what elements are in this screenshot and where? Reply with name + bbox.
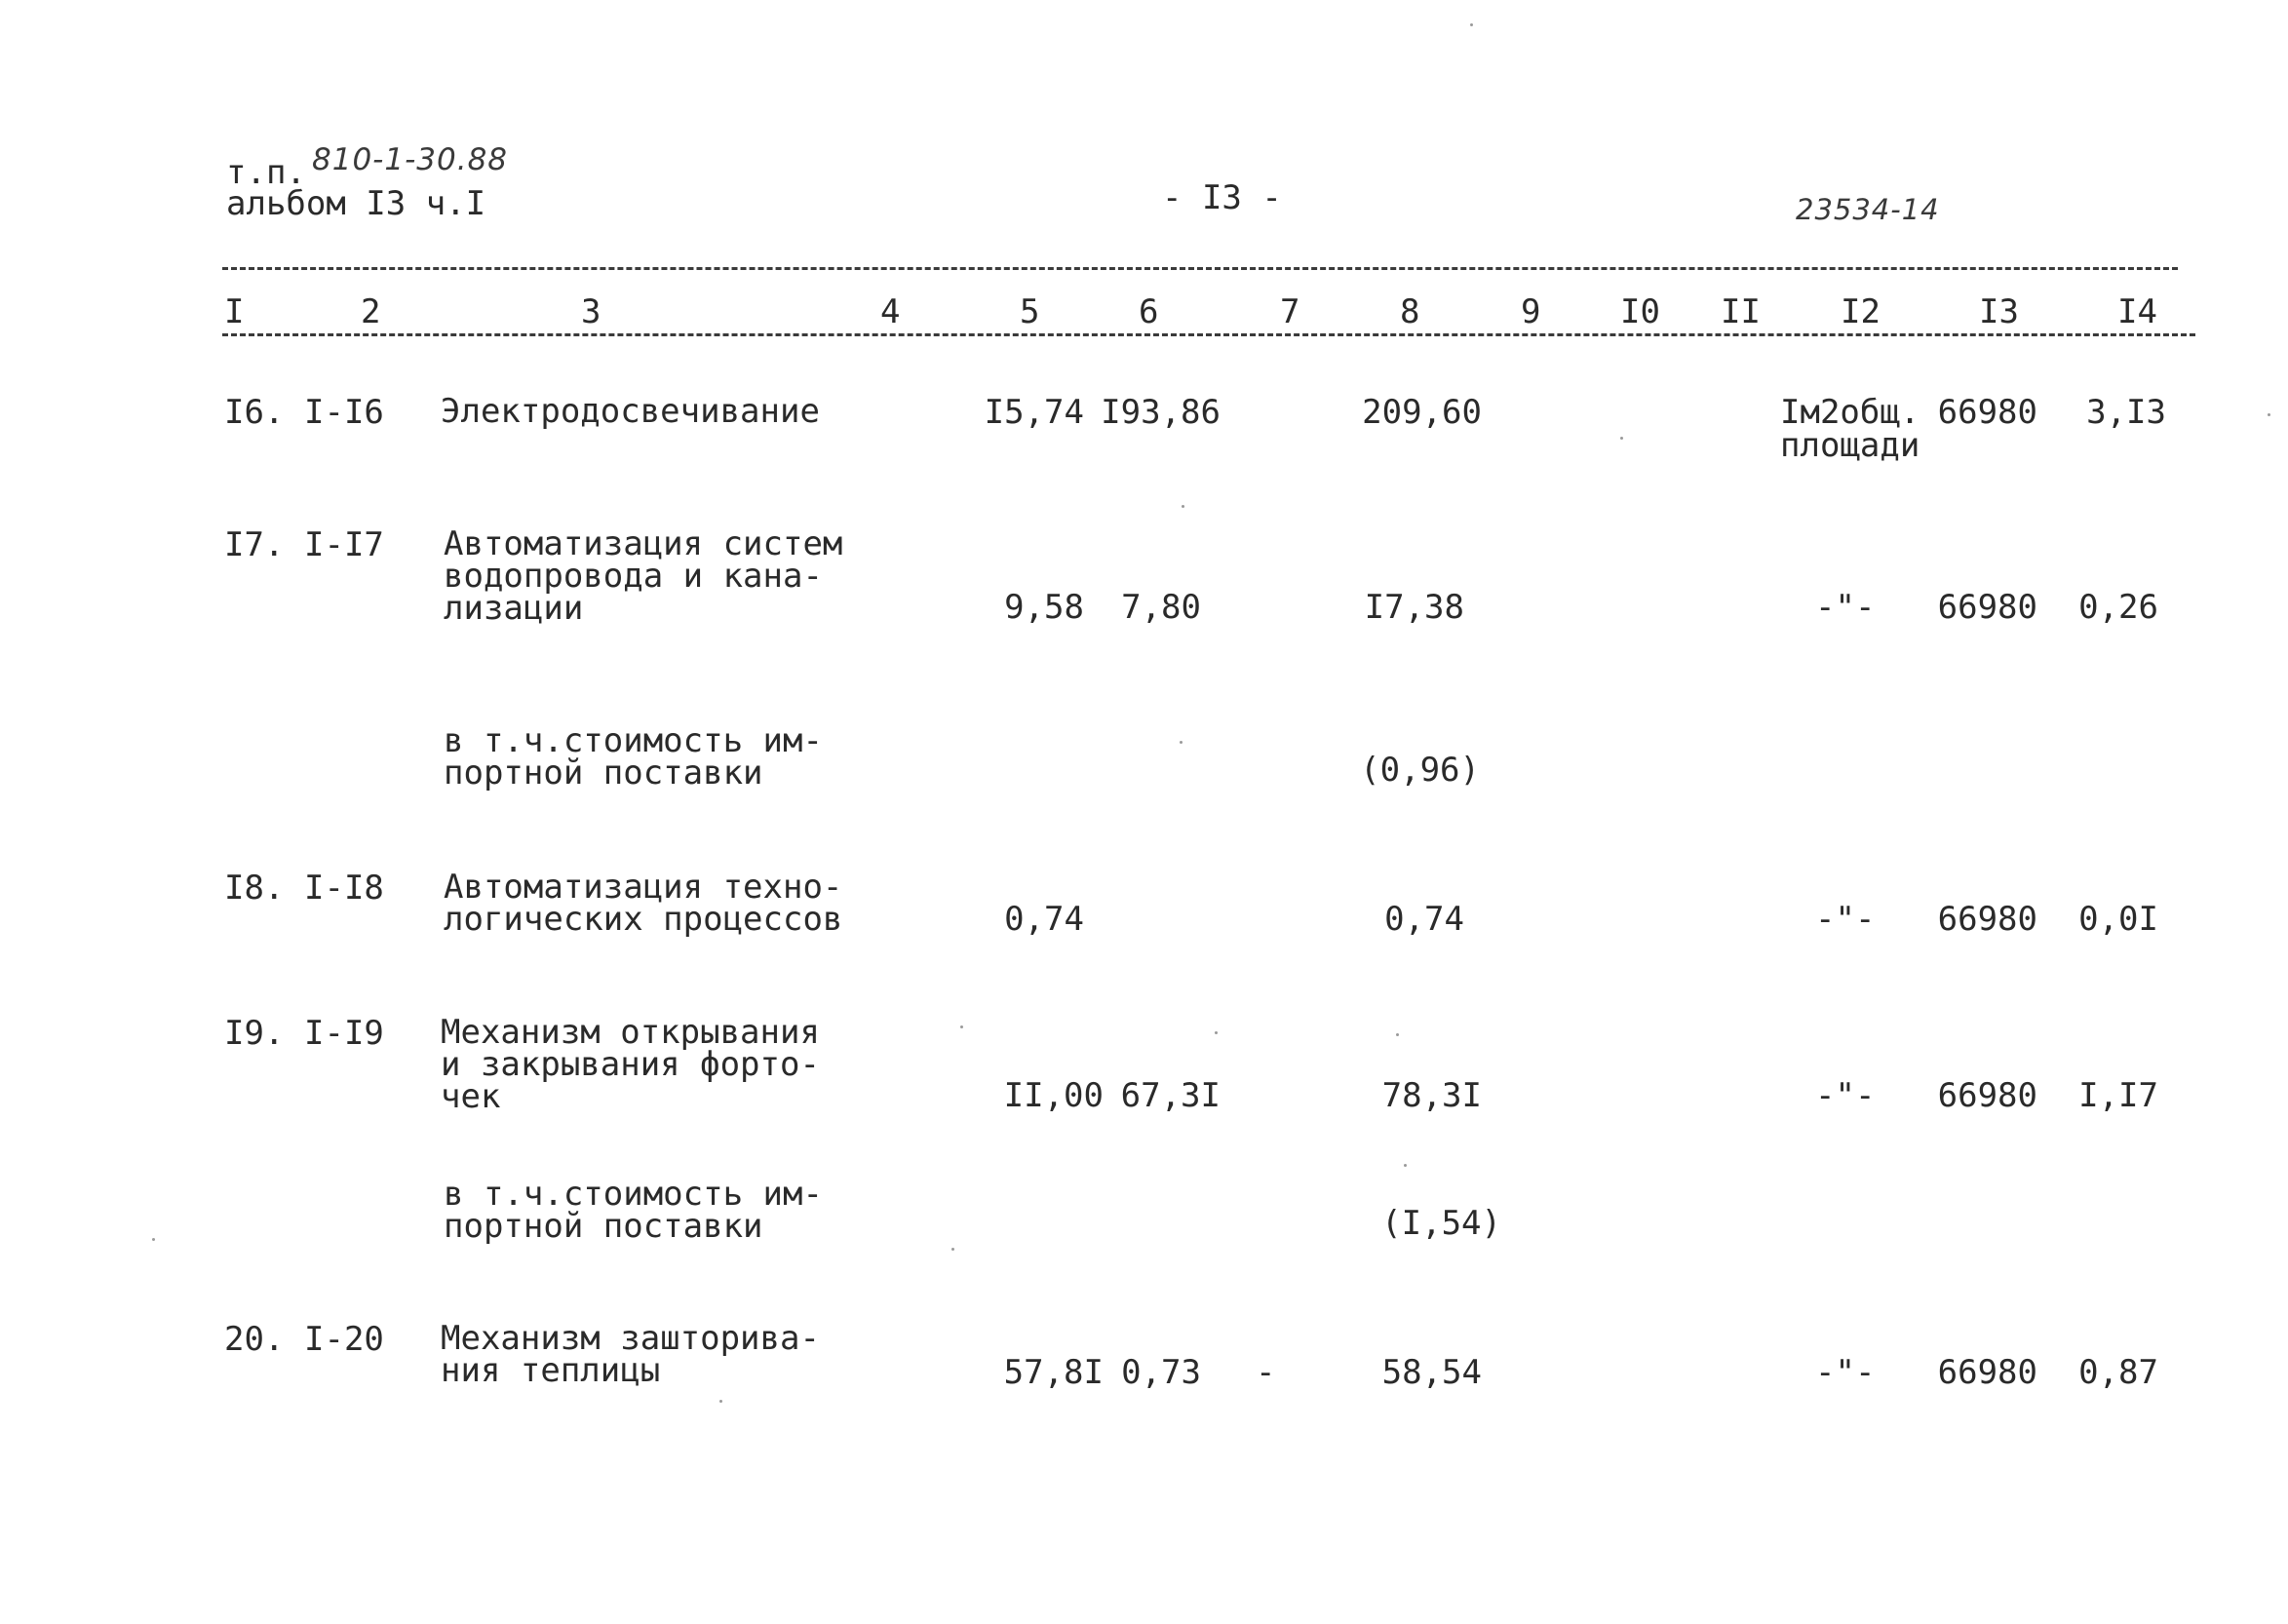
row-name-subitem: в т.ч.стоимость им- портной поставки bbox=[444, 721, 823, 793]
col-num-5: 5 bbox=[1020, 292, 1040, 331]
row-number: I9. bbox=[224, 1014, 285, 1053]
top-dashed-rule bbox=[222, 267, 2178, 270]
row-name-subitem: в т.ч.стоимость им- портной поставки bbox=[444, 1175, 823, 1246]
col-num-7: 7 bbox=[1280, 292, 1300, 331]
row-col5-value: II,00 bbox=[1003, 1076, 1104, 1115]
row-col6-value: I93,86 bbox=[1101, 393, 1221, 432]
row-col14-value: I,I7 bbox=[2078, 1076, 2158, 1115]
scan-speck bbox=[2268, 413, 2270, 416]
row-col8-value: 209,60 bbox=[1362, 393, 1482, 432]
scan-speck bbox=[719, 1400, 722, 1403]
col-num-14: I4 bbox=[2117, 292, 2157, 331]
tp-prefix: т.п. bbox=[226, 153, 306, 192]
row-col5-value: I5,74 bbox=[984, 393, 1084, 432]
row-col8-value: I7,38 bbox=[1364, 588, 1464, 627]
row-code: I-I6 bbox=[304, 393, 384, 432]
scan-speck bbox=[1182, 505, 1184, 508]
col-num-8: 8 bbox=[1400, 292, 1420, 331]
row-col14-value: 3,I3 bbox=[2086, 393, 2166, 432]
row-code: I-I9 bbox=[304, 1014, 384, 1053]
row-col13-value: 66980 bbox=[1937, 393, 2037, 432]
col-num-11: II bbox=[1721, 292, 1761, 331]
row-col7-dash: - bbox=[1256, 1353, 1276, 1392]
row-col8-value: (I,54) bbox=[1381, 1204, 1501, 1243]
col-num-4: 4 bbox=[880, 292, 901, 331]
scan-speck bbox=[1404, 1164, 1407, 1167]
row-col5-value: 57,8I bbox=[1003, 1353, 1104, 1392]
row-col13-value: 66980 bbox=[1937, 900, 2037, 939]
album-label: альбом I3 ч.I bbox=[226, 184, 486, 223]
row-col12-ditto: -"- bbox=[1815, 1076, 1876, 1115]
row-col12-ditto: -"- bbox=[1815, 900, 1876, 939]
row-code: I-I7 bbox=[304, 525, 384, 564]
row-col8-value: 78,3I bbox=[1381, 1076, 1482, 1115]
col-num-6: 6 bbox=[1139, 292, 1159, 331]
col-num-9: 9 bbox=[1521, 292, 1541, 331]
row-name: Автоматизация техно- логических процессов bbox=[444, 868, 843, 939]
row-col13-value: 66980 bbox=[1937, 588, 2037, 627]
col-num-3: 3 bbox=[581, 292, 601, 331]
col-num-12: I2 bbox=[1841, 292, 1881, 331]
scan-speck bbox=[951, 1248, 954, 1251]
tp-number-handwritten: 810-1-30.88 bbox=[312, 142, 509, 177]
row-col5-value: 9,58 bbox=[1004, 588, 1084, 627]
row-name: Автоматизация систем водопровода и кана- лизации bbox=[444, 524, 843, 628]
scan-speck bbox=[1620, 437, 1623, 440]
row-col5-value: 0,74 bbox=[1004, 900, 1084, 939]
scan-speck bbox=[1215, 1031, 1218, 1034]
row-name: Механизм открывания и закрывания форто- чек bbox=[441, 1013, 820, 1116]
row-col14-value: 0,87 bbox=[2078, 1353, 2158, 1392]
row-col14-value: 0,0I bbox=[2078, 900, 2158, 939]
row-code: I-I8 bbox=[304, 869, 384, 908]
row-col8-value: 58,54 bbox=[1381, 1353, 1482, 1392]
col-num-13: I3 bbox=[1979, 292, 2019, 331]
scan-speck bbox=[152, 1238, 155, 1241]
row-number: I6. bbox=[224, 393, 285, 432]
scan-speck bbox=[1470, 23, 1473, 26]
row-col8-value: 0,74 bbox=[1384, 900, 1464, 939]
row-name: Механизм зашторива- ния теплицы bbox=[441, 1319, 820, 1390]
page-number: - I3 - bbox=[1162, 178, 1282, 217]
scan-speck bbox=[1396, 1033, 1399, 1036]
row-col6-value: 7,80 bbox=[1121, 588, 1201, 627]
archive-number-handwritten: 23534-14 bbox=[1796, 193, 1940, 226]
row-number: 20. bbox=[224, 1320, 285, 1359]
row-col13-value: 66980 bbox=[1937, 1076, 2037, 1115]
row-col6-value: 67,3I bbox=[1120, 1076, 1221, 1115]
row-col14-value: 0,26 bbox=[2078, 588, 2158, 627]
row-col12-unit: Iм2общ. площади bbox=[1780, 393, 1920, 465]
row-col8-value: (0,96) bbox=[1360, 751, 1480, 790]
row-col6-value: 0,73 bbox=[1121, 1353, 1201, 1392]
row-code: I-20 bbox=[304, 1320, 384, 1359]
row-col12-ditto: -"- bbox=[1815, 1353, 1876, 1392]
row-col13-value: 66980 bbox=[1937, 1353, 2037, 1392]
row-col12-ditto: -"- bbox=[1815, 588, 1876, 627]
scan-speck bbox=[960, 1025, 963, 1028]
row-name: Электродосвечивание bbox=[441, 392, 820, 431]
col-num-1: I bbox=[224, 292, 245, 331]
row-number: I8. bbox=[224, 869, 285, 908]
header-dashed-rule bbox=[222, 333, 2195, 336]
col-num-2: 2 bbox=[361, 292, 381, 331]
col-num-10: I0 bbox=[1620, 292, 1660, 331]
scan-speck bbox=[1180, 741, 1183, 744]
row-number: I7. bbox=[224, 525, 285, 564]
